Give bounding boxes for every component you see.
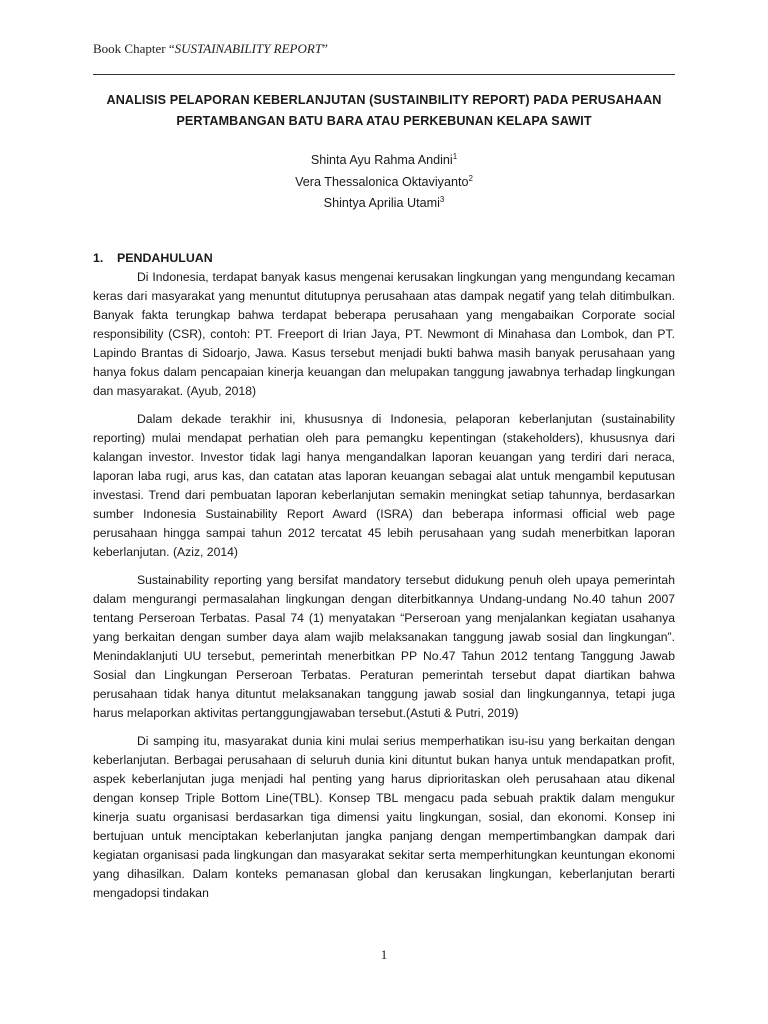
header-divider: [93, 74, 675, 75]
paragraph: Di Indonesia, terdapat banyak kasus mengenai kerusakan lingkungan yang mengundang kecaman keras dari masyarakat yang menuntut ditutupnya perusahaan atas dampak negatif yang telah ditimbulkan. Banyak fakta terungkap bahwa terdapat beberapa perusahaan yang mengabaikan Corporate social responsibility (CSR), contoh: PT. Freeport di Irian Jaya, PT. Newmont di Minahasa dan Lombok, dan PT. Lapindo Brantas di Sidoarjo, Jawa. Kasus tersebut menjadi bukti bahwa masih banyak perusahaan yang hanya fokus dalam pencapaian kinerja keuangan dan melupakan tanggung jawabnya terhadap lingkungan dan masyarakat. (Ayub, 2018): [93, 270, 675, 398]
author-name: Vera Thessalonica Oktaviyanto: [295, 174, 469, 189]
body-text: [93, 268, 675, 912]
paragraph: Di samping itu, masyarakat dunia kini mulai serius memperhatikan isu-isu yang berkaitan dengan keberlanjutan. Berbagai perusahaan di seluruh dunia kini dituntut bukan hanya untuk mendapatkan profit, aspek keberlanjutan juga menjadi hal penting yang harus diprioritaskan oleh perusahaan atau dikenal dengan konsep Triple Bottom Line(TBL). Konsep TBL mengacu pada sebuah praktik dalam mengukur kinerja suatu organisasi berdasarkan tiga dimensi yaitu lingkungan, sosial, dan ekonomi. Konsep ini bertujuan untuk menciptakan keberlanjutan jangka panjang dengan mempertimbangkan dampak dari kegiatan organisasi pada lingkungan dan masyarakat sekitar serta memperhitungkan keuntungan ekonomi yang dihasilkan. Dalam konteks pemanasan global dan kerusakan lingkungan, keberlanjutan berarti mengadopsi tindakan: [93, 734, 675, 900]
paragraph: Sustainability reporting yang bersifat mandatory tersebut didukung penuh oleh upaya pemerintah dalam mengurangi permasalahan lingkungan dengan diterbitkannya Undang-undang No.40 tahun 2007 tentang Perseroan Terbatas. Pasal 74 (1) menyatakan “Perseroan yang menjalankan kegiatan usahanya yang berkaitan dengan sumber daya alam wajib melaksanakan tanggung jawab sosial dan lingkungan”. Menindaklanjuti UU tersebut, pemerintah menerbitkan PP No.47 Tahun 2012 tentang Tanggung Jawab Sosial dan Lingkungan Perseroan Terbatas. Peraturan pemerintah tersebut dapat diartikan bahwa perusahaan tidak hanya dituntut melaksanakan tanggung jawab sosial dan lingkungannya, tetapi juga harus melaporkan aktivitas pertanggungjawaban tersebut.(Astuti & Putri, 2019): [93, 573, 675, 720]
author-2: [93, 172, 675, 194]
author-3: [93, 193, 675, 215]
author-affiliation-mark: 2: [468, 173, 473, 183]
document-title: [93, 90, 675, 132]
author-list: [93, 150, 675, 215]
author-name: Shintya Aprilia Utami: [323, 196, 440, 210]
page-number: 1: [380, 947, 388, 962]
running-header-suffix: ”: [322, 41, 328, 56]
author-1: [93, 150, 675, 172]
running-header-book-title: SUSTAINABILITY REPORT: [174, 41, 323, 56]
author-name: Shinta Ayu Rahma Andini: [310, 153, 453, 167]
running-header-prefix: Book Chapter “: [93, 41, 175, 56]
author-affiliation-mark: 1: [452, 152, 458, 161]
title-line-1: ANALISIS PELAPORAN KEBERLANJUTAN (SUSTAINBILITY REPORT) PADA PERUSAHAAN: [106, 93, 662, 107]
section-heading: [93, 251, 213, 265]
author-affiliation-mark: 3: [439, 195, 445, 204]
title-line-2: PERTAMBANGAN BATU BARA ATAU PERKEBUNAN KELAPA SAWIT: [176, 114, 592, 128]
section-title: PENDAHULUAN: [117, 251, 213, 265]
paragraph: Dalam dekade terakhir ini, khususnya di Indonesia, pelaporan keberlanjutan (sustainability reporting) mulai mendapat perhatian oleh para pemangku kepentingan (stakeholders), khususnya dari kalangan investor. Investor tidak lagi hanya mengandalkan laporan keuangan yang terdiri dari neraca, laporan laba rugi, arus kas, dan catatan atas laporan keuangan sebagai alat untuk mengambil keputusan investasi. Trend dari pembuatan laporan keberlanjutan semakin meningkat setiap tahunnya, berdasarkan sumber Indonesia Sustainability Report Award (ISRA) dan beberapa informasi official web page perusahaan hingga sampai tahun 2012 tercatat 45 lebih perusahaan yang sudah menerbitkan laporan keberlanjutan. (Aziz, 2014): [93, 412, 675, 559]
running-header: [93, 41, 328, 57]
section-number: 1.: [93, 251, 104, 265]
